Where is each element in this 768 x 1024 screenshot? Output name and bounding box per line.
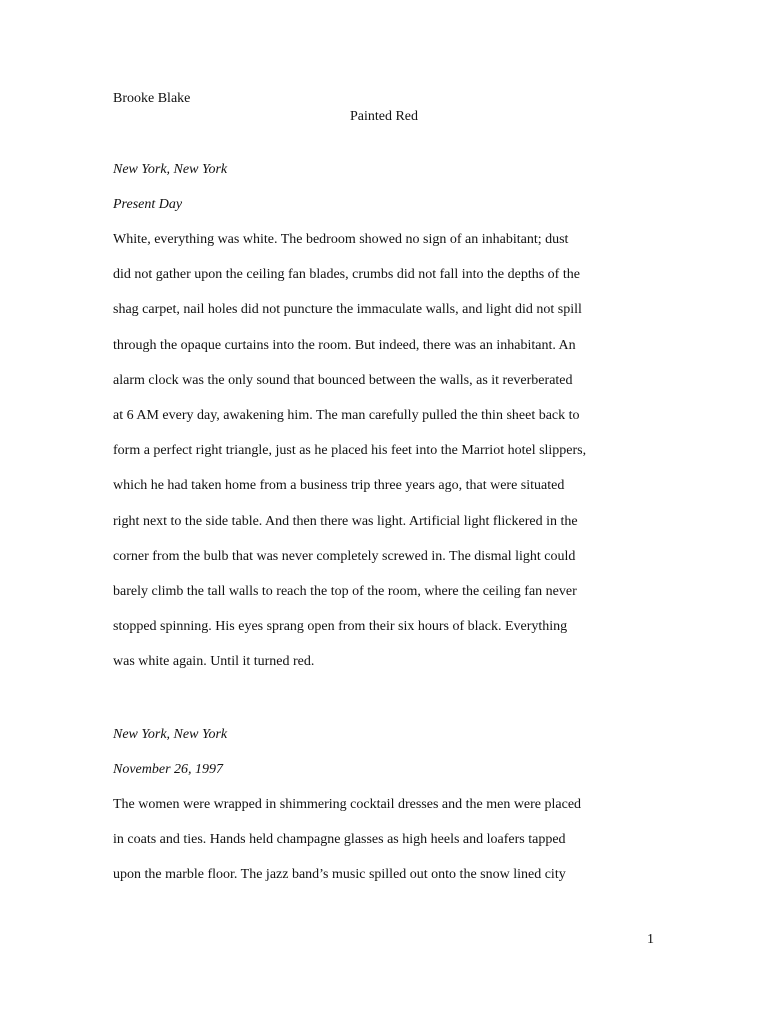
body-line: in coats and ties. Hands held champagne glasses as high heels and loafers tapped	[113, 832, 566, 848]
body-line: did not gather upon the ceiling fan blades, crumbs did not fall into the depths of the	[113, 267, 580, 283]
body-line: White, everything was white. The bedroom showed no sign of an inhabitant; dust	[113, 232, 569, 247]
author-name: Brooke Blake	[113, 91, 191, 106]
body-line: alarm clock was the only sound that bounced between the walls, as it reverberated	[113, 372, 573, 388]
body-line: through the opaque curtains into the room. But indeed, there was an inhabitant. An	[113, 337, 576, 353]
body-line: corner from the bulb that was never completely screwed in. The dismal light could	[113, 548, 576, 564]
section-location: New York, New York	[113, 162, 228, 177]
section-date: November 26, 1997	[113, 762, 224, 777]
body-line: barely climb the tall walls to reach the top of the room, where the ceiling fan never	[113, 584, 577, 600]
section-body	[113, 222, 658, 680]
body-line: at 6 AM every day, awakening him. The man carefully pulled the thin sheet back to	[113, 408, 580, 424]
body-line: which he had taken home from a business trip three years ago, that were situated	[113, 478, 565, 494]
section-date: Present Day	[113, 197, 183, 212]
section-body	[113, 787, 658, 893]
body-line: was white again. Until it turned red.	[113, 654, 315, 670]
body-line: stopped spinning. His eyes sprang open from their six hours of black. Everything	[113, 619, 568, 635]
body-line: shag carpet, nail holes did not puncture the immaculate walls, and light did not spill	[113, 302, 582, 318]
document-title	[0, 108, 768, 126]
page-number: 1	[647, 932, 654, 947]
body-line: The women were wrapped in shimmering cocktail dresses and the men were placed	[113, 797, 582, 812]
section-1997	[113, 726, 658, 893]
document-title-text: Painted Red	[349, 109, 419, 124]
body-line: right next to the side table. And then there was light. Artificial light flickered in the	[113, 513, 578, 529]
body-line: upon the marble floor. The jazz band’s music spilled out onto the snow lined city	[113, 867, 566, 883]
section-present-day	[113, 161, 658, 680]
body-line: form a perfect right triangle, just as he placed his feet into the Marriot hotel slippers,	[113, 443, 587, 459]
section-location: New York, New York	[113, 727, 228, 742]
